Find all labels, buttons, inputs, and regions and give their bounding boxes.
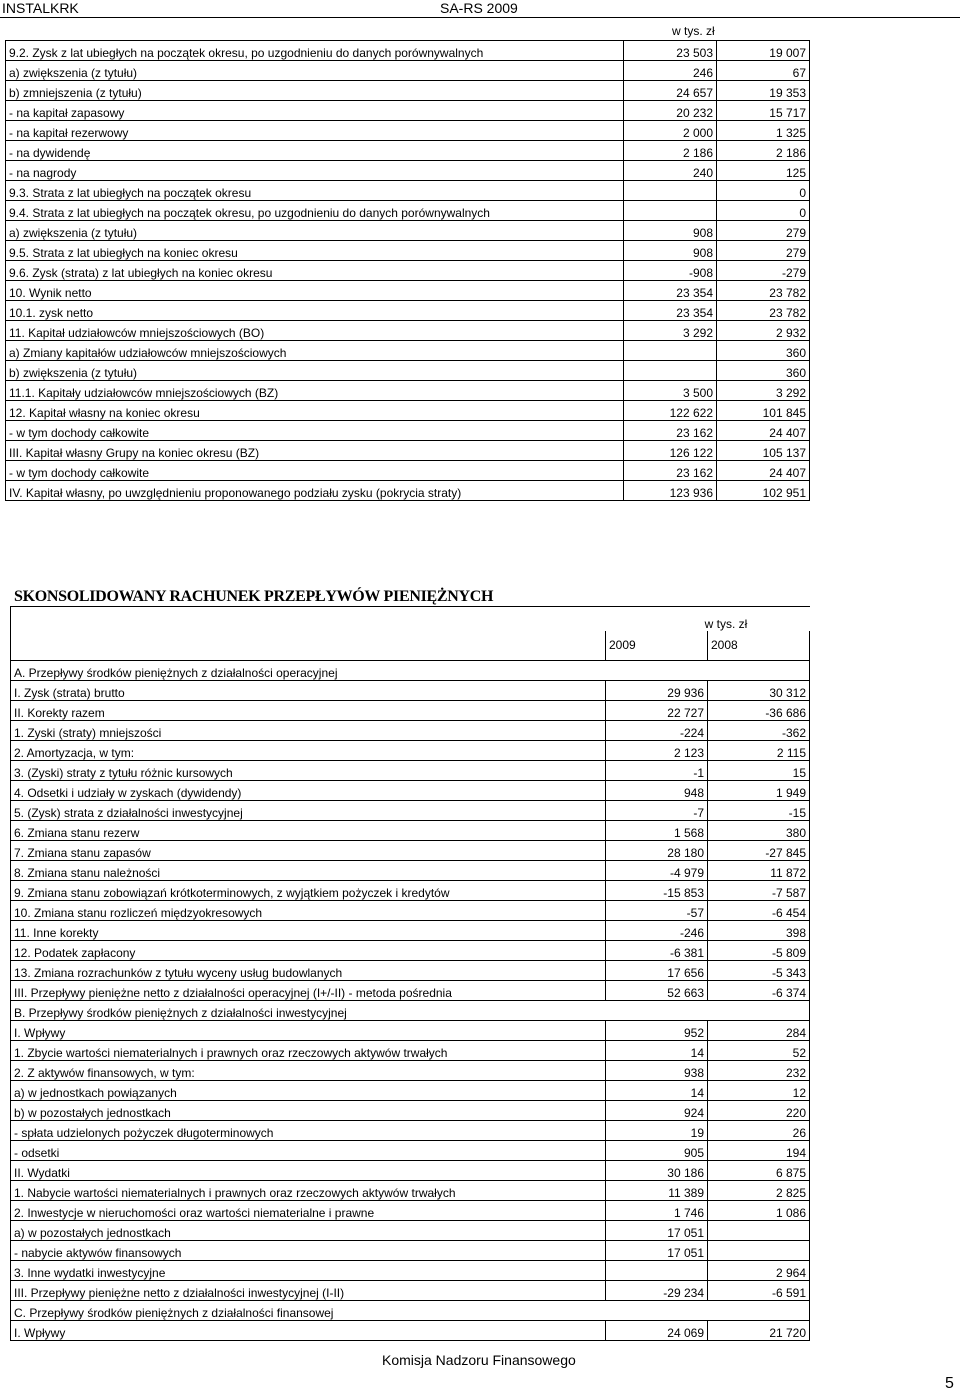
equity-value-current (624, 361, 717, 381)
equity-row (6, 81, 810, 101)
equity-row (6, 481, 810, 501)
equity-value-previous: 105 137 (717, 441, 810, 461)
cashflow-value-current: 24 069 (606, 1321, 708, 1341)
cashflow-row (11, 681, 810, 701)
cashflow-value-current: 14 (606, 1041, 708, 1061)
equity-value-previous: 101 845 (717, 401, 810, 421)
cashflow-value-current: 17 051 (606, 1221, 708, 1241)
equity-row-label: 10.1. zysk netto (6, 301, 624, 321)
cashflow-value-previous: 12 (708, 1081, 810, 1101)
cashflow-value-current: 1 746 (606, 1201, 708, 1221)
cashflow-row-label: I. Zysk (strata) brutto (11, 681, 606, 701)
cashflow-value-previous: -6 374 (708, 981, 810, 1001)
equity-value-previous: 360 (717, 361, 810, 381)
equity-row-label: b) zwiększenia (z tytułu) (6, 361, 624, 381)
equity-value-current: 23 354 (624, 301, 717, 321)
equity-row (6, 241, 810, 261)
cashflow-section-label: C. Przepływy środków pieniężnych z działalności finansowej (11, 1301, 810, 1321)
cashflow-row-label: 5. (Zysk) strata z działalności inwestycyjnej (11, 801, 606, 821)
equity-value-previous: 24 407 (717, 461, 810, 481)
footer-text: Komisja Nadzoru Finansowego (382, 1352, 576, 1368)
equity-value-current: 246 (624, 61, 717, 81)
equity-value-current: 24 657 (624, 81, 717, 101)
equity-row (6, 181, 810, 201)
company-name: INSTALKRK (2, 0, 79, 16)
year-2008: 2008 (708, 631, 810, 661)
cashflow-value-current: -57 (606, 901, 708, 921)
cashflow-row (11, 861, 810, 881)
cashflow-value-previous: 52 (708, 1041, 810, 1061)
cashflow-row-label: I. Wpływy (11, 1021, 606, 1041)
cashflow-value-current: 1 568 (606, 821, 708, 841)
equity-row-label: 9.5. Strata z lat ubiegłych na koniec okresu (6, 241, 624, 261)
cashflow-value-current: -246 (606, 921, 708, 941)
equity-row (6, 301, 810, 321)
equity-value-previous: -279 (717, 261, 810, 281)
equity-row (6, 141, 810, 161)
equity-value-current: 3 292 (624, 321, 717, 341)
cashflow-row-label: 11. Inne korekty (11, 921, 606, 941)
cashflow-value-previous: 1 086 (708, 1201, 810, 1221)
equity-value-previous: 279 (717, 221, 810, 241)
equity-row-label: - na kapitał rezerwowy (6, 121, 624, 141)
equity-row-label: 11. Kapitał udziałowców mniejszościowych (BO) (6, 321, 624, 341)
cashflow-row-label: 13. Zmiana rozrachunków z tytułu wyceny usług budowlanych (11, 961, 606, 981)
equity-row (6, 421, 810, 441)
cashflow-value-previous: 30 312 (708, 681, 810, 701)
equity-row (6, 281, 810, 301)
equity-value-current: 23 162 (624, 421, 717, 441)
header-rule (0, 17, 960, 18)
cashflow-value-previous: -6 454 (708, 901, 810, 921)
equity-row-label: 9.2. Zysk z lat ubiegłych na początek okresu, po uzgodnieniu do danych porównywalnych (6, 41, 624, 61)
equity-value-current (624, 201, 717, 221)
page-header (0, 0, 960, 16)
equity-row-label: 10. Wynik netto (6, 281, 624, 301)
cashflow-value-current: 52 663 (606, 981, 708, 1001)
equity-row (6, 121, 810, 141)
equity-row-label: - na dywidendę (6, 141, 624, 161)
equity-value-previous: 24 407 (717, 421, 810, 441)
equity-value-previous: 279 (717, 241, 810, 261)
equity-row-label: - na kapitał zapasowy (6, 101, 624, 121)
cashflow-row-label: 7. Zmiana stanu zapasów (11, 841, 606, 861)
cashflow-value-previous: -5 809 (708, 941, 810, 961)
cashflow-value-current: -29 234 (606, 1281, 708, 1301)
cashflow-row (11, 961, 810, 981)
cashflow-row-label: - nabycie aktywów finansowych (11, 1241, 606, 1261)
cashflow-row-label: 1. Nabycie wartości niematerialnych i prawnych oraz rzeczowych aktywów trwałych (11, 1181, 606, 1201)
equity-value-previous: 15 717 (717, 101, 810, 121)
cashflow-row (11, 661, 810, 681)
cashflow-row-label: II. Korekty razem (11, 701, 606, 721)
cashflow-value-current: 22 727 (606, 701, 708, 721)
equity-row (6, 461, 810, 481)
cashflow-value-previous: -36 686 (708, 701, 810, 721)
equity-row (6, 261, 810, 281)
cashflow-row-label: b) w pozostałych jednostkach (11, 1101, 606, 1121)
equity-value-current: 126 122 (624, 441, 717, 461)
cashflow-row (11, 921, 810, 941)
cashflow-row (11, 1001, 810, 1021)
cashflow-section-label: B. Przepływy środków pieniężnych z działalności inwestycyjnej (11, 1001, 810, 1021)
cashflow-value-previous: 11 872 (708, 861, 810, 881)
equity-value-current: 23 162 (624, 461, 717, 481)
equity-value-previous: 23 782 (717, 281, 810, 301)
cashflow-value-previous: -362 (708, 721, 810, 741)
equity-value-current: 122 622 (624, 401, 717, 421)
cashflow-value-previous: -6 591 (708, 1281, 810, 1301)
cashflow-value-current: 28 180 (606, 841, 708, 861)
cashflow-value-previous: -15 (708, 801, 810, 821)
cashflow-row-label: 8. Zmiana stanu należności (11, 861, 606, 881)
cashflow-row-label: III. Przepływy pieniężne netto z działalności inwestycyjnej (I-II) (11, 1281, 606, 1301)
equity-row (6, 441, 810, 461)
cashflow-row-label: 2. Amortyzacja, w tym: (11, 741, 606, 761)
cashflow-value-current: 17 656 (606, 961, 708, 981)
cashflow-value-current: 19 (606, 1121, 708, 1141)
cashflow-value-previous: -7 587 (708, 881, 810, 901)
cashflow-table-body (11, 607, 810, 1341)
equity-row-label: - na nagrody (6, 161, 624, 181)
equity-row-label: b) zmniejszenia (z tytułu) (6, 81, 624, 101)
cashflow-row (11, 1261, 810, 1281)
cashflow-value-current: 905 (606, 1141, 708, 1161)
equity-row (6, 61, 810, 81)
equity-value-previous: 2 932 (717, 321, 810, 341)
cashflow-value-previous: 26 (708, 1121, 810, 1141)
cashflow-row (11, 761, 810, 781)
cashflow-row-label: 4. Odsetki i udziały w zyskach (dywidendy) (11, 781, 606, 801)
cashflow-row-label: - odsetki (11, 1141, 606, 1161)
cashflow-value-current: 30 186 (606, 1161, 708, 1181)
cashflow-row-label: a) w jednostkach powiązanych (11, 1081, 606, 1101)
cashflow-year-row (11, 631, 810, 661)
cashflow-value-current: -15 853 (606, 881, 708, 901)
equity-value-previous: 2 186 (717, 141, 810, 161)
cashflow-row-label: 3. (Zyski) straty z tytułu różnic kursowych (11, 761, 606, 781)
cashflow-value-current: -224 (606, 721, 708, 741)
cashflow-row (11, 901, 810, 921)
equity-unit-label: w tys. zł (672, 24, 715, 38)
cashflow-value-current: 952 (606, 1021, 708, 1041)
equity-row (6, 401, 810, 421)
equity-value-previous: 23 782 (717, 301, 810, 321)
cashflow-value-previous: 194 (708, 1141, 810, 1161)
cashflow-section-label: A. Przepływy środków pieniężnych z działalności operacyjnej (11, 661, 810, 681)
equity-value-current: 23 354 (624, 281, 717, 301)
equity-row (6, 221, 810, 241)
equity-value-previous: 3 292 (717, 381, 810, 401)
equity-value-previous: 0 (717, 201, 810, 221)
equity-value-current: 240 (624, 161, 717, 181)
cashflow-row (11, 1041, 810, 1061)
cashflow-row-label: I. Wpływy (11, 1321, 606, 1341)
cashflow-row (11, 1101, 810, 1121)
equity-value-current: 20 232 (624, 101, 717, 121)
cashflow-title: SKONSOLIDOWANY RACHUNEK PRZEPŁYWÓW PIENIĘŻNYCH (14, 588, 494, 605)
cashflow-value-previous: -27 845 (708, 841, 810, 861)
equity-row-label: 9.6. Zysk (strata) z lat ubiegłych na koniec okresu (6, 261, 624, 281)
equity-row-label: IV. Kapitał własny, po uwzględnieniu proponowanego podziału zysku (pokrycia straty) (6, 481, 624, 501)
cashflow-value-current (606, 1261, 708, 1281)
cashflow-value-current: -1 (606, 761, 708, 781)
cashflow-row-label: III. Przepływy pieniężne netto z działalności operacyjnej (I+/-II) - metoda pośrednia (11, 981, 606, 1001)
equity-value-current: 908 (624, 241, 717, 261)
equity-value-current (624, 181, 717, 201)
equity-row-label: a) zwiększenia (z tytułu) (6, 221, 624, 241)
equity-row-label: 9.4. Strata z lat ubiegłych na początek okresu, po uzgodnieniu do danych porównywalnych (6, 201, 624, 221)
cashflow-value-current: -7 (606, 801, 708, 821)
equity-row (6, 341, 810, 361)
cashflow-row (11, 1141, 810, 1161)
cashflow-row (11, 1321, 810, 1341)
cashflow-value-current: 2 123 (606, 741, 708, 761)
equity-row-label: 12. Kapitał własny na koniec okresu (6, 401, 624, 421)
equity-value-previous: 67 (717, 61, 810, 81)
equity-value-current: 2 000 (624, 121, 717, 141)
report-code: SA-RS 2009 (440, 0, 518, 16)
cashflow-value-current: 11 389 (606, 1181, 708, 1201)
cashflow-row (11, 1021, 810, 1041)
cashflow-unit-label: w tys. zł (606, 607, 810, 631)
cashflow-row (11, 1121, 810, 1141)
cashflow-value-previous (708, 1221, 810, 1241)
cashflow-value-previous: 6 875 (708, 1161, 810, 1181)
cashflow-value-current: 948 (606, 781, 708, 801)
equity-value-previous: 1 325 (717, 121, 810, 141)
cashflow-row (11, 721, 810, 741)
cashflow-unit-row (11, 607, 810, 631)
cashflow-row (11, 941, 810, 961)
equity-row (6, 101, 810, 121)
equity-value-current (624, 341, 717, 361)
equity-value-previous: 125 (717, 161, 810, 181)
year-2009: 2009 (606, 631, 708, 661)
cashflow-row (11, 1241, 810, 1261)
cashflow-row-label: 2. Inwestycje w nieruchomości oraz wartości niematerialne i prawne (11, 1201, 606, 1221)
cashflow-row-label: 1. Zyski (straty) mniejszości (11, 721, 606, 741)
cashflow-value-previous: 2 964 (708, 1261, 810, 1281)
cashflow-value-previous: 15 (708, 761, 810, 781)
cashflow-value-current: 938 (606, 1061, 708, 1081)
equity-value-current: -908 (624, 261, 717, 281)
cashflow-value-previous: -5 343 (708, 961, 810, 981)
cashflow-row (11, 1281, 810, 1301)
equity-row-label: a) Zmiany kapitałów udziałowców mniejszościowych (6, 341, 624, 361)
cashflow-row-label: 3. Inne wydatki inwestycyjne (11, 1261, 606, 1281)
cashflow-row (11, 1201, 810, 1221)
cashflow-value-previous (708, 1241, 810, 1261)
cashflow-value-previous: 2 825 (708, 1181, 810, 1201)
cashflow-row (11, 781, 810, 801)
equity-row-label: a) zwiększenia (z tytułu) (6, 61, 624, 81)
cashflow-value-previous: 2 115 (708, 741, 810, 761)
cashflow-value-current: 29 936 (606, 681, 708, 701)
cashflow-row (11, 801, 810, 821)
equity-row (6, 41, 810, 61)
cashflow-value-previous: 284 (708, 1021, 810, 1041)
cashflow-row (11, 981, 810, 1001)
cashflow-table (10, 606, 810, 1341)
equity-row-label: III. Kapitał własny Grupy na koniec okresu (BZ) (6, 441, 624, 461)
cashflow-value-current: 14 (606, 1081, 708, 1101)
cashflow-value-current: -6 381 (606, 941, 708, 961)
cashflow-row (11, 1221, 810, 1241)
equity-row-label: - w tym dochody całkowite (6, 461, 624, 481)
cashflow-row-label: 2. Z aktywów finansowych, w tym: (11, 1061, 606, 1081)
equity-row-label: 9.3. Strata z lat ubiegłych na początek okresu (6, 181, 624, 201)
cashflow-row (11, 841, 810, 861)
equity-value-current: 23 503 (624, 41, 717, 61)
cashflow-value-previous: 232 (708, 1061, 810, 1081)
cashflow-row-label: 1. Zbycie wartości niematerialnych i prawnych oraz rzeczowych aktywów trwałych (11, 1041, 606, 1061)
cashflow-row-label: 12. Podatek zapłacony (11, 941, 606, 961)
cashflow-row (11, 821, 810, 841)
cashflow-value-current: 924 (606, 1101, 708, 1121)
equity-row (6, 361, 810, 381)
cashflow-value-current: 17 051 (606, 1241, 708, 1261)
equity-value-current: 908 (624, 221, 717, 241)
cashflow-row (11, 1181, 810, 1201)
cashflow-row-label: 10. Zmiana stanu rozliczeń międzyokresowych (11, 901, 606, 921)
cashflow-row (11, 1301, 810, 1321)
cashflow-row-label: 9. Zmiana stanu zobowiązań krótkoterminowych, z wyjątkiem pożyczek i kredytów (11, 881, 606, 901)
cashflow-row (11, 1081, 810, 1101)
cashflow-row-label: 6. Zmiana stanu rezerw (11, 821, 606, 841)
equity-table-body (6, 41, 810, 501)
cashflow-row (11, 701, 810, 721)
equity-value-previous: 360 (717, 341, 810, 361)
equity-value-current: 123 936 (624, 481, 717, 501)
cashflow-value-previous: 398 (708, 921, 810, 941)
cashflow-row (11, 1161, 810, 1181)
equity-row (6, 381, 810, 401)
equity-value-previous: 19 353 (717, 81, 810, 101)
cashflow-row (11, 741, 810, 761)
equity-value-current: 2 186 (624, 141, 717, 161)
cashflow-row-label: - spłata udzielonych pożyczek długoterminowych (11, 1121, 606, 1141)
cashflow-value-previous: 220 (708, 1101, 810, 1121)
equity-value-current: 3 500 (624, 381, 717, 401)
cashflow-value-current: -4 979 (606, 861, 708, 881)
equity-row-label: 11.1. Kapitały udziałowców mniejszościowych (BZ) (6, 381, 624, 401)
cashflow-value-previous: 21 720 (708, 1321, 810, 1341)
equity-row (6, 321, 810, 341)
cashflow-value-previous: 1 949 (708, 781, 810, 801)
page-number: 5 (945, 1375, 954, 1392)
equity-value-previous: 102 951 (717, 481, 810, 501)
equity-row (6, 201, 810, 221)
cashflow-row-label: II. Wydatki (11, 1161, 606, 1181)
equity-table (5, 40, 810, 501)
equity-row-label: - w tym dochody całkowite (6, 421, 624, 441)
cashflow-value-previous: 380 (708, 821, 810, 841)
equity-row (6, 161, 810, 181)
equity-value-previous: 0 (717, 181, 810, 201)
cashflow-row-label: a) w pozostałych jednostkach (11, 1221, 606, 1241)
cashflow-row (11, 1061, 810, 1081)
equity-value-previous: 19 007 (717, 41, 810, 61)
cashflow-row (11, 881, 810, 901)
